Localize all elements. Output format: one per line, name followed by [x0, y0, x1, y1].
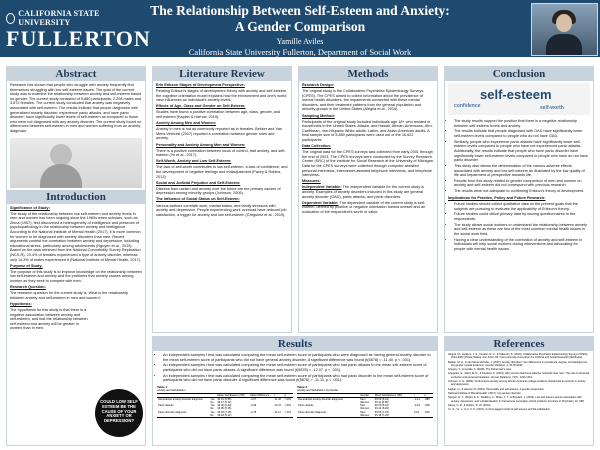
- self-esteem-word-cloud: self-esteem confidence self-worth: [448, 83, 590, 115]
- reference-item: Pacey, C. R., & Robins, R. W. (2013).: [448, 403, 492, 407]
- university-name-line2: FULLERTON: [6, 26, 151, 51]
- university-logo: [6, 9, 151, 51]
- self-esteem-question-circle: COULD LOW SELF ESTEEM BE THE CAUSE OF YOUR ANXIETY OR DEPRESSION?: [95, 389, 143, 437]
- lit-s5-label: Self-Worth, Anxiety and Low Self-Esteem:: [156, 159, 232, 164]
- methods-heading: Methods: [299, 67, 437, 81]
- reference-item: Bekker, M. H., & van Mens-Verhulst, J. (2007). Anxiety disorders: Sex differences in prevalence, degree, and background, but gender-neutral treatment. Gender Medicine, 4, S178-S193.: [448, 360, 588, 367]
- lit-s6-label: Social and Judicial Prejudice and Self-Esteem:: [156, 180, 241, 185]
- table-1-cell: 39.09 (5.16): [217, 407, 232, 411]
- author-name: Yamille Aviles: [276, 37, 324, 46]
- implications-item: • Future studies should collect qualitative data on the present goals that the subjects are pursuing to evaluate the applicability of Erikson's theory.: [454, 202, 590, 211]
- table-1-cell: -11.40: [273, 397, 282, 401]
- table-1-cell: No: [210, 413, 214, 417]
- table-2-cell: Men: [360, 404, 366, 408]
- conclusion-panel: [444, 66, 594, 333]
- table-1-header-cell: Mean Self-Esteem (SD): [216, 393, 249, 397]
- table-2-cell: 36.09 (6.44): [374, 397, 389, 401]
- table-2-cell: [297, 414, 359, 418]
- results-tables: [153, 386, 437, 418]
- table-1-header-cell: Mean Difference: [249, 393, 273, 397]
- sampling-text: Participants of the original study included individuals age 18+ who resided in households in the United States, Alaska, and Hawaii, African-Americans, Afro-Caribbean, non-Hispanic White adults, Latinx, and Asian-American adults. A final sample size of 5,880 participants were used out of the 16,622 participants.: [302, 119, 433, 143]
- lit-s2-label: Effects of Age, Class and Gender on Self-Esteem:: [156, 104, 246, 109]
- lit-s7-text: Various authors correlate work, marital status, and family stressors with anxiety and depression. People experiencing work overload have reduced job satisfaction, a trigger for anxiety and low self-esteem (Greguletz et al., 2019).: [156, 203, 287, 217]
- title-block: [130, 3, 470, 58]
- implications-item: • The study allows social workers to understand the relationship between anxiety and self-esteem as these are two of the most common mental health issues in the social work field.: [454, 223, 590, 237]
- introduction-heading: Introduction: [7, 190, 145, 204]
- reference-item: Johnson, A. G. (2006). Performance anxiety among African-American college students: Racial bias as a factor in anxiety and depression.: [448, 380, 586, 387]
- data-collection-label: Data Collection:: [302, 144, 331, 149]
- table-1-cell: [283, 414, 293, 418]
- lit-s1-label: Erik Erikson Stages of Development Perspective:: [156, 83, 245, 87]
- purpose-label: Purpose of Study:: [10, 263, 43, 268]
- conclusion-item: • The study results support the position that there is a negative relationship between self-esteem levels and anxiety.: [454, 119, 590, 128]
- table-1-header-cell: p: [283, 393, 293, 397]
- table-1-subtitle: Anxiety and Self-Esteem: [157, 389, 186, 393]
- table-1-cell: <.001: [284, 397, 291, 401]
- table-1-cell: 36.10 (6.56): [217, 397, 232, 401]
- results-heading: Results: [153, 337, 437, 351]
- table-2-grid: [297, 393, 433, 418]
- table-2-cell: .810: [424, 410, 430, 414]
- table-2-cell: -0.23: [413, 404, 420, 408]
- references-panel: [444, 336, 594, 446]
- table-2-cell: .818: [424, 404, 430, 408]
- results-item: • An independent-samples t test was calculated comparing the mean self-esteem score of participants who had panic disorder to the mean self-esteem score of participants who did not have panic disorder. A significant difference was found (t(5878) = -11.11, p < .001).: [163, 374, 433, 383]
- conclusion-item: • This study also allows the determination of the various adverse effects associated with anxiety and low self-esteem as illustrated by the low quality of life and impairment of perspective towards life.: [454, 164, 590, 178]
- poster-header: [0, 0, 600, 57]
- table-1-cell: -2.69: [250, 404, 257, 408]
- research-question-text: The research question for the current study is: What is the relationship between anxiety and self-esteem in men and women?: [10, 291, 128, 300]
- introduction-text: [7, 204, 145, 335]
- reference-item: Alegria, M., Jackson, J. S., Kessler, R. C., & Takeuchi, D. (2016). Collaborative Psychiatric Epidemiology Surveys (CPES), 2001-2003 [United States]. Ann Arbor, MI: Inter-university Consortium for Political and Social Research [distributor].: [448, 353, 589, 360]
- references-heading: References: [445, 337, 593, 351]
- conclusion-heading: Conclusion: [445, 67, 593, 81]
- conclusion-item: • Results from this study related to gender comparison of men and women on anxiety and self-esteem did not correspond with previous research.: [454, 179, 590, 188]
- table-2-cell: .889: [424, 397, 430, 401]
- lit-s5-text: The lack of self-worth contributes to low self-esteem, a lack of confidence, and the development of negative feelings and maladjustment (Pacey & Robins, 2013).: [156, 165, 288, 179]
- table-1-cell: -12.07: [273, 404, 282, 408]
- table-1-cell: 39.18 (5.12): [217, 413, 232, 417]
- table-1-header-cell: t: [273, 393, 283, 397]
- table-1-cell: Yes: [210, 397, 215, 401]
- university-seal-icon: [6, 13, 15, 24]
- table-2-cell: Panic attacks: [298, 404, 314, 408]
- iv-label: Independent Variable:: [302, 185, 342, 190]
- affiliation: California State University Fullerton, Department of Social Work: [188, 47, 412, 57]
- table-2-cell: 36.44 (6.26): [374, 407, 389, 411]
- methods-text: [299, 81, 437, 218]
- reference-item: Nguyen, D. T., Wright, E. P., Dedding, C., Pham, T. T., & Bunders, J. (2019). Low self-esteem and its association with anxiety, depression, and suicidal ideation in Vietnamese secondary school students. Frontiers in Psychiatry, 10, 698.: [448, 396, 585, 403]
- table-1-cell: 35.43 (7.18): [217, 410, 232, 414]
- table-2-cell: [413, 414, 424, 418]
- reference-item: Gregory, T., & Gentile, F. (2018). The Fisherman's cave.: [448, 368, 512, 372]
- table-2-cell: Women: [360, 413, 370, 417]
- literature-review-heading: Literature Review: [153, 67, 291, 81]
- lit-s3-label: Anxiety Among Men and Women:: [156, 121, 217, 126]
- data-collection-text: The original data for the CPES surveys was collected from early 2001 through the end of 2003. The CPES surveys were conducted by the Survey Research Center (SRC) of the Institute for Social Research at the University of Michigan. Data for the CPES surveys were collected through computer-assisted personal interviews, interviewer-assisted telephone interviews, and telephone interviews.: [302, 150, 434, 178]
- implications-item: • Having a clear understanding of the correlation of anxiety and self-esteem in individuals will help social workers during interventions and advocating for people with mental health issues.: [454, 238, 590, 252]
- table-1-cell: [273, 414, 283, 418]
- table-2-cell: -0.14: [413, 397, 420, 401]
- dv-label: Dependent Variable:: [302, 200, 339, 205]
- table-2-cell: Women: [360, 407, 370, 411]
- conclusion-text: [445, 117, 593, 255]
- table-2-cell: Men: [360, 397, 366, 401]
- table-1-cell: Panic attacks: [158, 404, 174, 408]
- table-1-title: Table 1: [157, 385, 168, 390]
- table-1-cell: Yes: [210, 410, 215, 414]
- table-2-subtitle: Anxiety and Self-Esteem by Gender: [297, 389, 339, 393]
- table-1: [157, 386, 293, 418]
- references-list: [445, 351, 593, 414]
- table-2-cell: 35.55 (7.15): [374, 410, 389, 414]
- reference-item: Greguletz, E., Diehl, M. R., & Kreutzer, K. (2019). Why women build less effective networks than men: The role of structural exclusion and personal hesitation. Human Relations, 72(7), 1234-1261.: [448, 372, 590, 379]
- table-2-cell: 36.29 (6.10): [374, 404, 389, 408]
- poster-title-line1: The Relationship Between Self-Esteem and Anxiety:: [150, 3, 450, 18]
- significance-text: The study of the relationship between low self-esteem and anxiety levels in men and women has been ongoing since the 1960s when scholars, such as Zinna (1957), first discovered a heterogeneity of intelligence and presence of psychopathology in the relationship between anxiety and intelligence. According to the National Institute of Mental Health (2017), it is more common for women to be diagnosed with anxiety disorders than men. Recent arguments contest the correlation between anxiety and depression, including educational stress, particularly among adolescents (Nguyen et al., 2019). Based on the data retrieved from the National Comorbidity Survey Replication (NCS-R), 23.4% of females experienced a type of anxiety disorder, whereas only 14.3% of males experienced it (National Institute of Mental Health, 2017).: [10, 211, 142, 262]
- lit-s1-text: Relating Erikson's stages of development theory with anxiety and self-esteem, the cognitive orientation model explains how the environment and one's world view influences an individual's anxiety levels.: [156, 89, 288, 103]
- table-2-title: Table 2: [297, 385, 308, 390]
- hypothesis-text: The hypothesis for this study is that there is a negative association between anxiety and self-esteem, and that the relationship between self-esteem and anxiety will be greater in women than in men.: [10, 307, 88, 331]
- author-photo: [531, 3, 598, 56]
- design-label: Research Design:: [302, 83, 335, 87]
- lit-s4-label: Personality and Anxiety Among Men and Women:: [156, 142, 246, 147]
- table-2-cell: 36.11 (6.56): [374, 400, 389, 404]
- table-2-cell: Panic disorder diagnosis: [298, 410, 327, 414]
- lit-s7-label: The Influence of Social Status on Self-Esteem:: [156, 197, 240, 202]
- table-2-cell: 35.38 (7.22): [374, 413, 389, 417]
- table-1-cell: Panic disorder diagnosis: [158, 410, 187, 414]
- significance-label: Significance of Study:: [10, 205, 50, 210]
- conclusion-item: • The results were not adequate to confirming Erikson's theory of development.: [454, 189, 590, 194]
- conclusion-item: • Similarly, people who experience panic attacks have significantly lower self-esteem levels compared to people who have not experienced panic attacks. Additionally, the results indicate that people who have panic disorder have significantly lower self-esteem levels compared to people who have do not have panic disorder.: [454, 140, 590, 163]
- table-2-header-cell: Mean Self-Esteem (SD): [374, 393, 413, 397]
- table-2-cell: Women: [360, 400, 370, 404]
- university-name-line1: CALIFORNIA STATE UNIVERSITY: [18, 9, 100, 27]
- table-2-header-cell: t: [413, 393, 424, 397]
- results-item: • An independent-samples t test was calculated comparing the mean self-esteem score of participants who were diagnosed as having general anxiety disorder to the mean self-esteem score of participants who did not have general anxiety disorder. A significant difference was found (t(5878) = -11.40, p < .001).: [163, 353, 433, 362]
- table-1-cell: Yes: [210, 404, 215, 408]
- purpose-text: The purpose of this study is to improve knowledge on the relationship between low self-esteem and anxiety and the problems that anxiety causes among women as they seek to compete with men.: [10, 269, 142, 283]
- lit-s6-text: Distress from racism and anxiety over the future are the primary causes of depression among minority groups (Johnson, 2006).: [156, 186, 281, 196]
- methods-panel: [298, 66, 438, 333]
- hypothesis-label: Hypothesis:: [10, 301, 32, 306]
- implications-list: [448, 202, 590, 252]
- table-2: [297, 386, 433, 418]
- table-1-cell: -3.75: [250, 410, 257, 414]
- table-1-cell: [157, 414, 209, 418]
- abstract-image: [10, 138, 142, 188]
- table-1-cell: Generalized anxiety disorder diagnosis: [158, 397, 203, 401]
- table-2-header-cell: Gender: [359, 393, 374, 397]
- design-text: The original study is the Collaborative Psychiatric Epidemiology Surveys (CPES). The CPES aimed to collect information about the prevalence of mental health disorders, the impairments connected with these mental disorders, and their treatment patterns from the general population and minority groups in the United States (Alegria et al., 2016).: [302, 89, 424, 112]
- left-column: [6, 66, 146, 446]
- table-2-cell: [424, 414, 433, 418]
- reference-item: National Institute of Mental Health. (2017). Any anxiety disorder.: [448, 391, 522, 395]
- results-item: • An independent-samples t test was calculated comparing the mean self-esteem score of participants who had panic attacks to the mean self-esteem score of participants who did not have panic attacks. A significant difference was found (t(5878) = -12.07, p < .001).: [163, 363, 433, 372]
- table-2-header-cell: p: [424, 393, 433, 397]
- table-2-row: [297, 414, 433, 418]
- implications-label: Implications for Practice, Policy and Future Research:: [448, 195, 546, 200]
- table-1-cell: <.001: [284, 410, 291, 414]
- table-1-grid: [157, 393, 293, 418]
- literature-review-text: [153, 81, 291, 221]
- measures-label: Measures:: [302, 179, 321, 184]
- lit-s3-text: Anxiety in men is not as commonly reported as in females. Bekker and Van Mens-Verhulst (2007) reported a correlation between gender roles and anxiety.: [156, 127, 282, 141]
- table-1-cell: -11.11: [273, 410, 281, 414]
- results-panel: [152, 336, 438, 446]
- results-text: [153, 351, 437, 386]
- abstract-heading: Abstract: [7, 67, 145, 81]
- lit-s4-text: There is a positive correlation between locus of control, trait anxiety, and self-esteem (Ye et al., 2017).: [156, 148, 286, 158]
- table-2-cell: Men: [360, 410, 366, 414]
- table-1-cell: 36.40 (6.20): [217, 404, 232, 408]
- table-1-row: [157, 414, 293, 418]
- poster-title-line2: A Gender Comparison: [234, 19, 366, 34]
- conclusion-item: • The results indicate that people diagnosed with GAD have significantly lower self-esteem levels compared to people who do not have GAD.: [454, 129, 590, 138]
- results-list: [157, 353, 433, 383]
- table-1-cell: [249, 414, 273, 418]
- sampling-label: Sampling Method:: [302, 113, 335, 118]
- lit-s2-text: Studies have found a positive correlation between age, class, gender, and self-esteem (Kaplan & Harrow, 2019).: [156, 110, 281, 120]
- table-1-cell: No: [210, 400, 214, 404]
- table-1-cell: 39.17 (5.12): [217, 400, 232, 404]
- table-2-cell: 0.24: [413, 410, 420, 414]
- table-1-cell: -3.07: [250, 397, 257, 401]
- iv-text: The independent variable for the current study is anxiety. Examples of anxiety disorders included in this study are general anxiety disorder (GAD), panic attacks, and panic disorders.: [302, 185, 424, 199]
- conclusion-list: [448, 119, 590, 194]
- reference-item: Kaplan, H., & Harrow, M. (2019). Personality and self-esteem: A gender perspective.: [448, 387, 545, 391]
- table-1-cell: <.001: [284, 404, 291, 408]
- dv-text: The dependent variable of the current study is self-esteem, defined by positive or negative orientation toward oneself and an evaluation of the respondent's worth or value.: [302, 200, 426, 214]
- abstract-text: Research has shown that people who struggle with anxiety frequently find themselves struggling with low self-esteem issues. The goal of the current study was to examine the relationship between anxiety and self-esteem based on gender. The current study consisted of 5,880 participants; 2,208 males and 3,672 females. The current study concluded that anxiety was negatively associated with self-esteem. The results indicate that people diagnosed with generalized anxiety disorder, experience panic attacks, and have panic disorder; have significantly lower levels of self-esteem as compared to those who were not diagnosed with any anxiety disorder. The current study found no differences between self-esteem in men and women suffering from an anxiety diagnosis.: [10, 83, 142, 133]
- reference-item: Ye, S., Yu, L., & Li, K. K. (2017). A cross-lagged model of self-esteem and life satisfaction.: [448, 408, 551, 412]
- implications-item: • Future studies could utilize primary data by issuing questionnaires to the respondents.: [454, 212, 590, 221]
- research-question-label: Research Question:: [10, 285, 46, 290]
- table-1-cell: No: [210, 407, 214, 411]
- table-2-cell: Generalized anxiety disorder diagnosis: [298, 397, 343, 401]
- literature-review-panel: [152, 66, 292, 333]
